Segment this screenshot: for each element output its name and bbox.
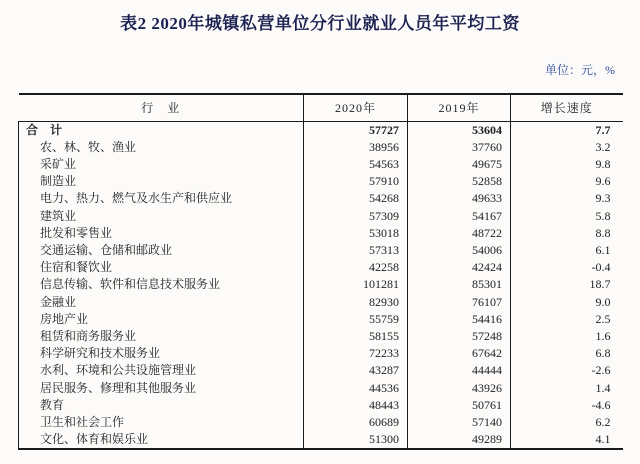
header-growth: 增长速度 [511,94,623,121]
table-row [19,259,623,276]
industry-cell: 房地产业 [19,311,304,328]
growth-cell: 5.8 [595,208,611,223]
value-2019-cell: 54167 [408,208,511,225]
growth-cell: 1.4 [595,380,611,395]
table-row [19,208,623,225]
industry-cell: 制造业 [19,173,304,190]
unit-note: 单位：元，% [545,63,615,77]
growth-cell: 18.7 [589,277,611,292]
value-2019-cell: 85301 [408,276,511,293]
growth-cell: 6.2 [595,414,611,429]
value-2020-cell: 44536 [304,380,408,397]
industry-cell: 教育 [19,397,304,414]
growth-cell: 9.6 [595,174,611,189]
value-2019-cell: 48722 [408,225,511,242]
value-2020-cell: 54268 [304,190,408,207]
growth-cell: 6.8 [595,346,611,361]
value-2019-cell: 49633 [408,190,511,207]
value-2019-cell: 49675 [408,156,511,173]
table-row [19,190,623,207]
table-row [19,345,623,362]
header-2020: 2020年 [304,94,408,121]
growth-cell: 4.1 [595,432,611,447]
growth-cell: 9.8 [595,156,611,171]
growth-cell: 1.6 [595,328,611,343]
industry-cell: 水利、环境和公共设施管理业 [19,362,304,379]
value-2019-cell: 50761 [408,397,511,414]
value-2019-cell: 53604 [408,121,511,139]
value-2020-cell: 57910 [304,173,408,190]
value-2020-cell: 43287 [304,362,408,379]
industry-cell: 金融业 [19,294,304,311]
value-2020-cell: 72233 [304,345,408,362]
table-row [19,380,623,397]
table-header [19,94,623,121]
value-2020-cell: 57313 [304,242,408,259]
industry-cell: 批发和零售业 [19,225,304,242]
value-2019-cell: 54416 [408,311,511,328]
table-row [19,397,623,414]
growth-cell: 9.0 [595,294,611,309]
value-2020-cell: 42258 [304,259,408,276]
industry-cell: 交通运输、仓储和邮政业 [19,242,304,259]
growth-cell: 8.8 [595,225,611,240]
industry-cell: 居民服务、修理和其他服务业 [19,380,304,397]
value-2019-cell: 67642 [408,345,511,362]
value-2020-cell: 60689 [304,414,408,431]
page-title: 表2 2020年城镇私营单位分行业就业人员年平均工资 [120,14,520,33]
table-row [19,294,623,311]
value-2019-cell: 54006 [408,242,511,259]
value-2019-cell: 44444 [408,362,511,379]
industry-cell: 科学研究和技术服务业 [19,345,304,362]
industry-cell: 合 计 [19,121,304,139]
value-2019-cell: 37760 [408,139,511,156]
value-2020-cell: 38956 [304,139,408,156]
growth-cell: 3.2 [595,139,611,154]
industry-cell: 住宿和餐饮业 [19,259,304,276]
growth-cell: 7.7 [595,122,611,137]
table-row [19,431,623,449]
table-row [19,362,623,379]
value-2020-cell: 57309 [304,208,408,225]
table-row [19,225,623,242]
value-2019-cell: 76107 [408,294,511,311]
industry-cell: 卫生和社会工作 [19,414,304,431]
growth-cell: -0.4 [591,260,611,275]
value-2020-cell: 51300 [304,431,408,449]
industry-cell: 建筑业 [19,208,304,225]
table-row [19,173,623,190]
table-row [19,276,623,293]
growth-cell: 6.1 [595,242,611,257]
table-row [19,414,623,431]
industry-cell: 电力、热力、燃气及水生产和供应业 [19,190,304,207]
table-row [19,139,623,156]
growth-cell: 2.5 [595,311,611,326]
industry-cell: 文化、体育和娱乐业 [19,431,304,449]
value-2020-cell: 55759 [304,311,408,328]
value-2019-cell: 42424 [408,259,511,276]
header-industry: 行 业 [19,94,304,121]
value-2020-cell: 58155 [304,328,408,345]
value-2020-cell: 101281 [304,276,408,293]
header-row [19,94,623,121]
table-row [19,156,623,173]
header-2019: 2019年 [408,94,511,121]
table-row [19,328,623,345]
growth-cell: 9.3 [595,191,611,206]
industry-cell: 租赁和商务服务业 [19,328,304,345]
value-2020-cell: 82930 [304,294,408,311]
industry-cell: 采矿业 [19,156,304,173]
value-2019-cell: 49289 [408,431,511,449]
value-2020-cell: 48443 [304,397,408,414]
value-2019-cell: 52858 [408,173,511,190]
industry-cell: 农、林、牧、渔业 [19,139,304,156]
table-row [19,121,623,139]
wage-table [18,93,623,450]
table-row [19,311,623,328]
industry-cell: 信息传输、软件和信息技术服务业 [19,276,304,293]
value-2020-cell: 57727 [304,121,408,139]
value-2019-cell: 57248 [408,328,511,345]
value-2019-cell: 43926 [408,380,511,397]
value-2020-cell: 54563 [304,156,408,173]
value-2019-cell: 57140 [408,414,511,431]
value-2020-cell: 53018 [304,225,408,242]
table-row [19,242,623,259]
table-body [19,121,623,449]
growth-cell: -2.6 [591,363,611,378]
growth-cell: -4.6 [591,397,611,412]
